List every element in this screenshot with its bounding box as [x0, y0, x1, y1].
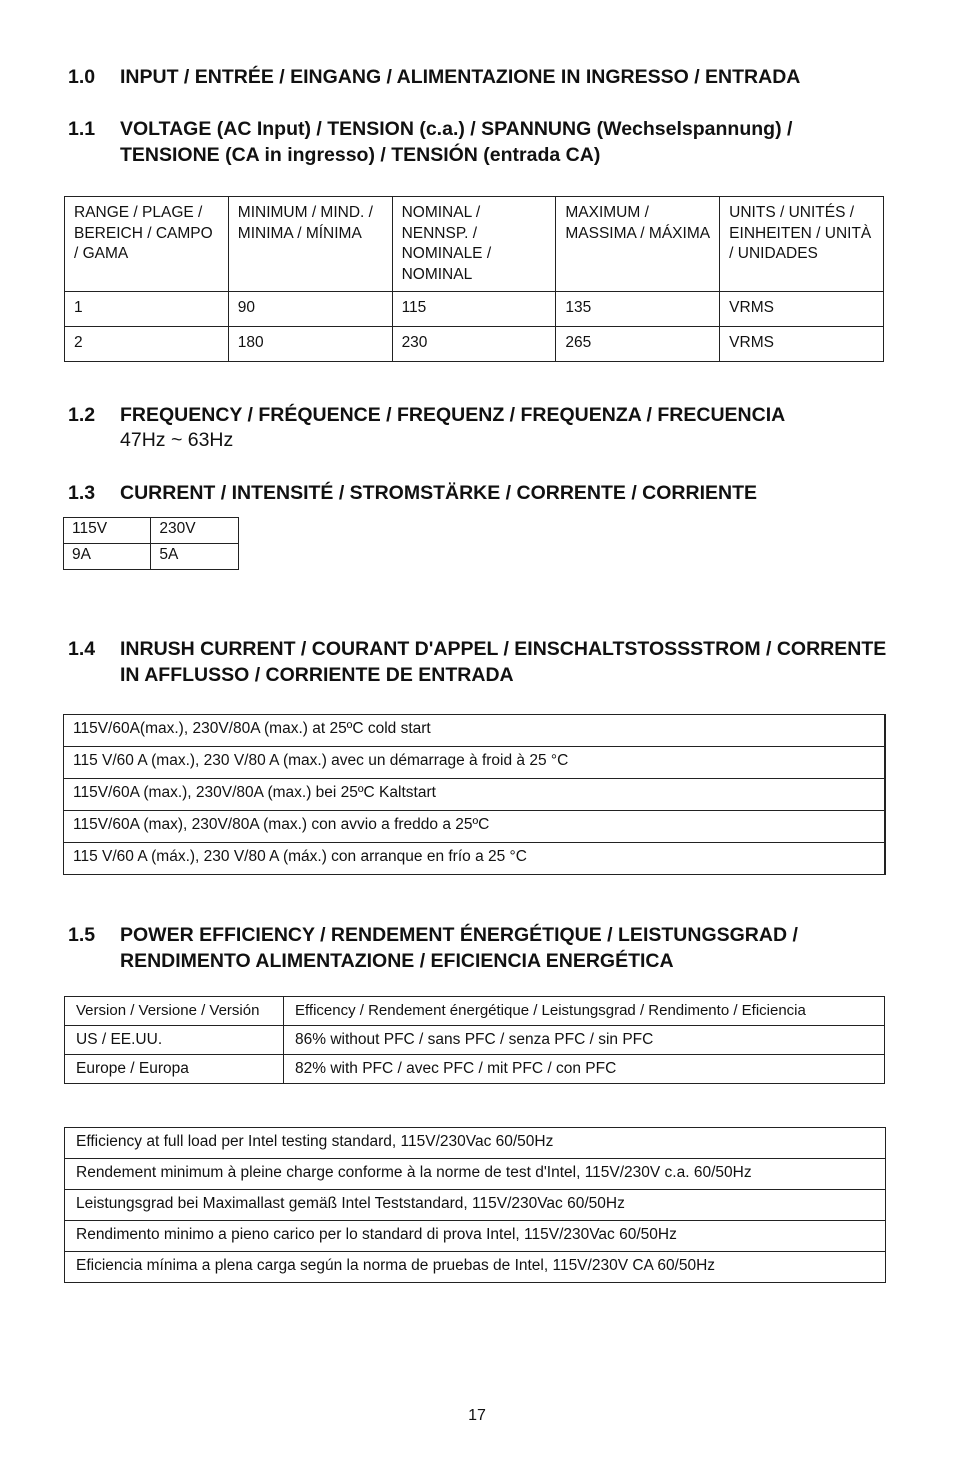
table-cell: Leistungsgrad bei Maximallast gemäß Intel Teststandard, 115V/230Vac 60/50Hz — [65, 1190, 886, 1221]
table-cell: 115 — [392, 292, 556, 327]
table-cell: US / EE.UU. — [65, 1026, 284, 1055]
header-cell-115v: 115V — [64, 518, 151, 544]
intel-standard-table — [64, 1127, 886, 1283]
section-heading-1-2 — [68, 402, 888, 428]
header-cell-units: UNITS / UNITÉS / EINHEITEN / UNITÀ / UNIDADES — [720, 197, 884, 292]
table-row — [64, 843, 886, 875]
table-cell: Efficiency at full load per Intel testing standard, 115V/230Vac 60/50Hz — [65, 1128, 886, 1159]
table-cell: 230 — [392, 327, 556, 362]
page-number: 17 — [468, 1407, 486, 1424]
table-cell: 90 — [228, 292, 392, 327]
table-cell: 115V/60A (max), 230V/80A (max.) con avvio a freddo a 25ºC — [64, 811, 886, 843]
table-cell: 115 V/60 A (max.), 230 V/80 A (max.) avec un démarrage à froid à 25 °C — [64, 747, 886, 779]
voltage-table — [64, 196, 884, 362]
table-row — [65, 1055, 885, 1084]
power-efficiency-table — [64, 996, 885, 1084]
table-cell: 265 — [556, 327, 720, 362]
table-cell: Rendimento minimo a pieno carico per lo standard di prova Intel, 115V/230Vac 60/50Hz — [65, 1221, 886, 1252]
table-header-row — [65, 197, 884, 292]
section-heading-1-1 — [68, 116, 888, 168]
section-title: INPUT / ENTRÉE / EINGANG / ALIMENTAZIONE IN INGRESSO / ENTRADA — [120, 66, 801, 88]
table-cell: VRMS — [720, 327, 884, 362]
table-cell: 2 — [65, 327, 229, 362]
table-cell: 5A — [151, 544, 239, 570]
table-header-row — [64, 518, 239, 544]
section-number: 1.1 — [68, 118, 96, 140]
section-heading-1-5 — [68, 922, 888, 974]
current-table — [63, 517, 239, 570]
header-cell-maximum: MAXIMUM / MASSIMA / MÁXIMA — [556, 197, 720, 292]
frequency-value: 47Hz ~ 63Hz — [120, 429, 234, 451]
table-row — [65, 292, 884, 327]
table-cell: VRMS — [720, 292, 884, 327]
table-cell: 1 — [65, 292, 229, 327]
header-cell-minimum: MINIMUM / MIND. / MINIMA / MÍNIMA — [228, 197, 392, 292]
table-row — [65, 1221, 886, 1252]
section-title: FREQUENCY / FRÉQUENCE / FREQUENZ / FREQUENZA / FRECUENCIA — [120, 404, 786, 426]
table-row — [65, 1252, 886, 1283]
section-heading-1-0 — [68, 64, 888, 90]
table-cell: 115V/60A (max.), 230V/80A (max.) bei 25ºC Kaltstart — [64, 779, 886, 811]
header-cell-efficiency: Efficency / Rendement énergétique / Leistungsgrad / Rendimento / Eficiencia — [284, 997, 885, 1026]
table-row — [64, 715, 886, 747]
table-row — [64, 811, 886, 843]
table-row — [65, 1190, 886, 1221]
table-row — [65, 1026, 885, 1055]
table-row — [64, 544, 239, 570]
table-header-row — [65, 997, 885, 1026]
section-heading-1-4 — [68, 636, 888, 688]
header-cell-nominal: NOMINAL / NENNSP. / NOMINALE / NOMINAL — [392, 197, 556, 292]
section-number: 1.5 — [68, 924, 96, 946]
table-cell: 9A — [64, 544, 151, 570]
table-cell: 82% with PFC / avec PFC / mit PFC / con PFC — [284, 1055, 885, 1084]
section-title: VOLTAGE (AC Input) / TENSION (c.a.) / SPANNUNG (Wechselspannung) / TENSIONE (CA in ingresso) / TENSIÓN (entrada CA) — [120, 118, 793, 166]
table-cell: Eficiencia mínima a plena carga según la norma de pruebas de Intel, 115V/230V CA 60/50Hz — [65, 1252, 886, 1283]
table-row — [65, 1159, 886, 1190]
section-number: 1.0 — [68, 66, 96, 88]
table-row — [65, 1128, 886, 1159]
header-cell-230v: 230V — [151, 518, 239, 544]
section-number: 1.2 — [68, 404, 96, 426]
inrush-current-table — [63, 714, 886, 875]
table-cell: 115V/60A(max.), 230V/80A (max.) at 25ºC cold start — [64, 715, 886, 747]
section-heading-1-3 — [68, 480, 888, 506]
table-cell: 86% without PFC / sans PFC / senza PFC / sin PFC — [284, 1026, 885, 1055]
section-title: CURRENT / INTENSITÉ / STROMSTÄRKE / CORRENTE / CORRIENTE — [120, 482, 758, 504]
section-number: 1.3 — [68, 482, 96, 504]
header-cell-version: Version / Versione / Versión — [65, 997, 284, 1026]
table-row — [64, 779, 886, 811]
table-cell: 180 — [228, 327, 392, 362]
section-title: INRUSH CURRENT / COURANT D'APPEL / EINSCHALTSTOSSSTROM / CORRENTE IN AFFLUSSO / CORRIENTE DE ENTRADA — [120, 638, 887, 686]
table-row — [65, 327, 884, 362]
table-cell: Rendement minimum à pleine charge conforme à la norme de test d'Intel, 115V/230V c.a. 60/50Hz — [65, 1159, 886, 1190]
header-cell-range: RANGE / PLAGE / BEREICH / CAMPO / GAMA — [65, 197, 229, 292]
section-title: POWER EFFICIENCY / RENDEMENT ÉNERGÉTIQUE / LEISTUNGSGRAD / RENDIMENTO ALIMENTAZIONE / EFICIENCIA ENERGÉTICA — [120, 924, 798, 972]
section-number: 1.4 — [68, 638, 96, 660]
table-cell: 135 — [556, 292, 720, 327]
table-row — [64, 747, 886, 779]
table-cell: Europe / Europa — [65, 1055, 284, 1084]
table-cell: 115 V/60 A (máx.), 230 V/80 A (máx.) con arranque en frío a 25 °C — [64, 843, 886, 875]
